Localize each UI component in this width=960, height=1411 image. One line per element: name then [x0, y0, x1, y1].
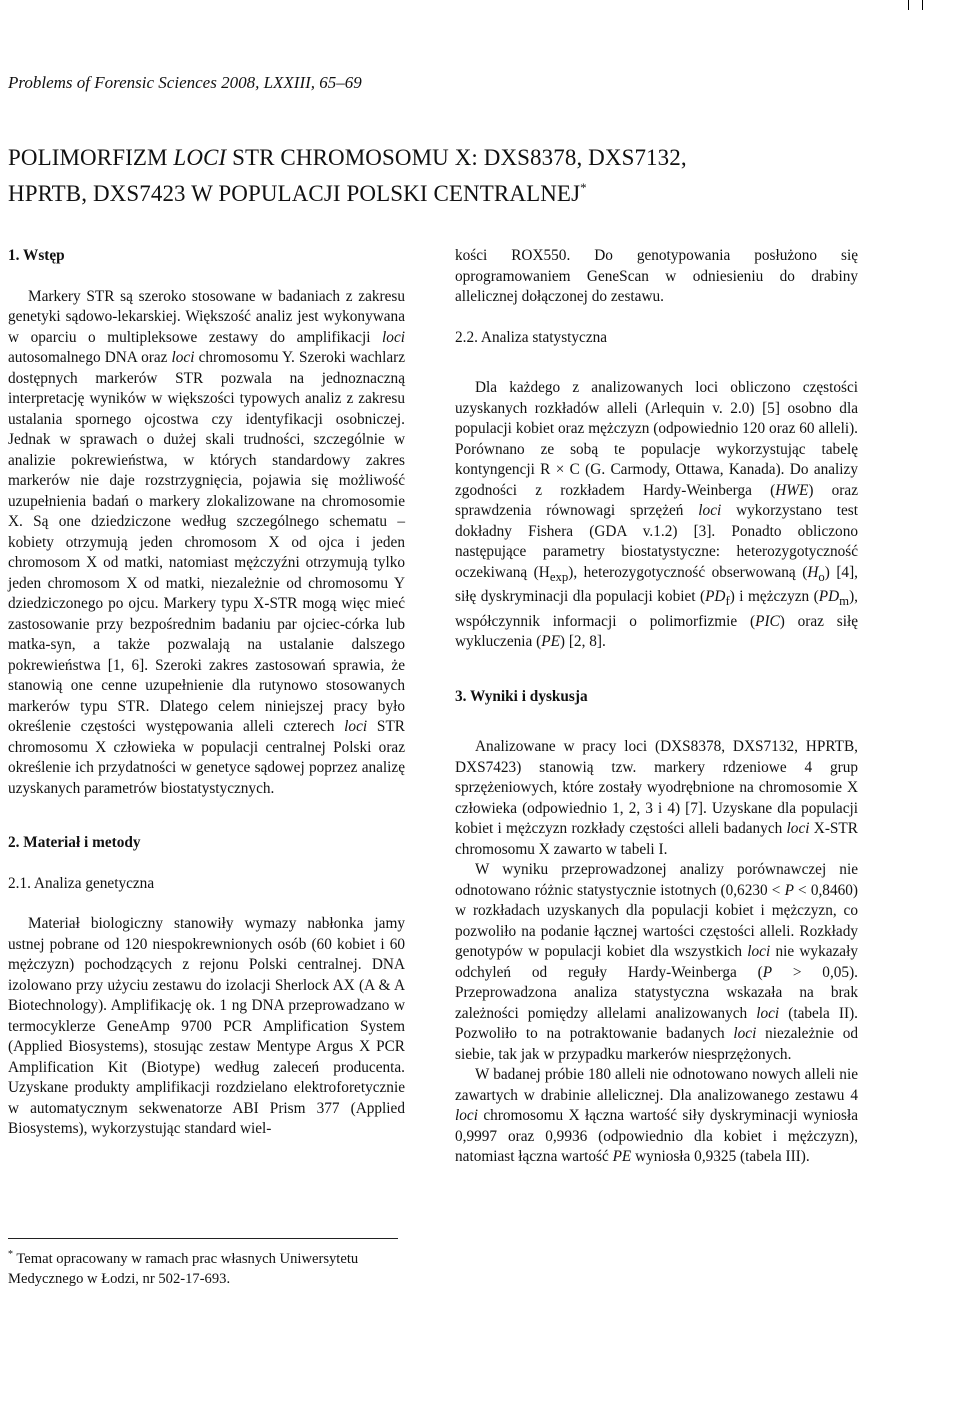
methods-continuation: kości ROX550. Do genotypowania posłużono się oprogramowaniem GeneScan w odniesieniu do drabiny allelicznej dołączonej do zestawu. — [455, 247, 858, 305]
crop-mark — [908, 0, 909, 10]
section-heading-introduction: 1. Wstęp — [8, 247, 65, 264]
statistics-paragraph: Dla każdego z analizowanych loci obliczono częstości uzyskanych rozkładów alleli (Arlequin v. 2.0) [5] osobno dla populacji kobiet oraz mężczyzn (odpowiednio 120 oraz 60 alleli). Porównano ze sobą te populacje wykorzystując tabelę kontyngencji R × C (G. Carmody, Ottawa, Kanada). Do analizy zgodności z rozkładem Hardy-Weinberga (HWE) oraz sprawdzenia równowagi sprzężeń loci wykorzystano test dokładny Fishera (GDA v.1.2) [3]. Ponadto obliczono następujące parametry biostatystyczne: heterozygotyczność oczekiwaną $(H_{exp})$, heterozygotyczność obserwowaną $(H_o)$ [4], siłę dyskryminacji dla populacji kobiet $(PD_f)$ i mężczyzn $(PD_m)$, współczynnik informacji o polimorfizmie (PIC) oraz siłę wykluczenia (PE) [2, 8]. — [455, 379, 859, 651]
crop-mark — [922, 0, 923, 10]
title-line2: HPRTB, DXS7423 W POPULACJI POLSKI CENTRALNEJ — [8, 181, 581, 206]
title-loci: LOCI — [173, 145, 227, 170]
results-paragraph-3: W badanej próbie 180 alleli nie odnotowano nowych alleli nie zawartych w drabinie allelicznej. Dla analizowanego zestawu 4 loci chromosomu X łączna wartość siły dyskryminacji wyniosła 0,9997 oraz 0,9936 (odpowiednio dla kobiet i mężczyzn), natomiast łączna wartość PE wyniosła 0,9325 (tabela III). — [455, 1066, 858, 1166]
results-paragraph-2: W wyniku przeprowadzonej analizy porównawczej nie odnotowano różnic statystycznie istotnych (0,6230 < P < 0,8460) w rozkładach uzyskanych dla populacji kobiet i mężczyzn, co pozwoliło na podanie łącznej wartości częstości alleli. Rozkłady genotypów w populacji kobiet dla wszystkich loci nie wykazały odchyleń od reguły Hardy-Weinberga (P > 0,05). Przeprowadzona analiza statystyczna wskazała na brak zależności pomiędzy allelami analizowanych loci (tabela II). Pozwoliło to na potraktowanie badanych loci niezależnie od siebie, tak jak w przypadku markerów niesprzężonych. — [455, 861, 859, 1063]
results-paragraph-1: Analizowane w pracy loci (DXS8378, DXS7132, HPRTB, DXS7423) stanowią tzw. markery rdzeniowe 4 grup sprzężeniowych, które zostały wyodrębnione na chromosomie X człowieka (odpowiednio 1, 2, 3 i 4) [7]. Uzyskane dla populacji kobiet i mężczyzn rozkłady częstości alleli badanych loci X-STR chromosomu X zawarto w tabeli I. — [455, 738, 858, 858]
article-title — [8, 143, 908, 209]
footnote — [8, 1245, 408, 1289]
section-heading-methods: 2. Materiał i metody — [8, 834, 141, 851]
left-column — [8, 246, 405, 1140]
methods-paragraph: Materiał biologiczny stanowiły wymazy nabłonka jamy ustnej pobrane od 120 niespokrewnionych osób (60 kobiet i 60 mężczyzn) pochodzących z rejonu Polski centralnej. DNA izolowano przy użyciu zestawu do izolacji Sherlock AX (A & A Biotechnology). Amplifikację ok. 1 ng DNA przeprowadzano w termocyklerze GeneAmp 9700 PCR Amplification System (Applied Biosystems), stosując zestaw Mentype Argus X PCR Amplification Kit (Biotype) według zaleceń producenta. Uzyskane produkty amplifikacji rozdzielano elektroforetycznie w automatycznym sekwenatorze ABI Prism 377 (Applied Biosystems), wykorzystując standard wiel- — [8, 915, 405, 1137]
introduction-paragraph: Markery STR są szeroko stosowane w badaniach z zakresu genetyki sądowo-lekarskiej. Większość analiz jest wykonywana w oparciu o multipleksowe zestawy do amplifikacji loci autosomalnego DNA oraz loci chromosomu Y. Szeroki wachlarz dostępnych markerów STR pozwala na jednoznaczną interpretację wyników w większości typowych analiz z zakresu ustalania spornego ojcostwa czy identyfikacji osobniczej. Jednak w sprawach o dużej skali trudności, szczególnie w analizie pokrewieństwa, w których standardowy zakres markerów nie daje rozstrzygnięcia, pojawia się możliwość uzupełnienia badań o markery zlokalizowane na chromosomie X. Są one dziedziczone według szczególnego schematu – kobiety otrzymują jeden chromosom X od ojca i jeden chromosom X od matki, natomiast mężczyźni otrzymują tylko jeden chromosom X od matki, niezależnie od chromosomu Y dziedziczonego po ojcu. Markery typu X-STR mogą więc mieć zastosowanie przy bezpośrednim badaniu par ojciec-córka lub matka-syn, a także pozwalają na ustalanie dalszego pokrewieństwa [1, 6]. Szeroki zakres zastosowań sprawia, że stanowią one cenne uzupełnienie dla rutynowo stosowanych markerów typu STR. Dlatego celem niniejszej pracy było określenie częstości występowania alleli czterech loci STR chromosomu X człowieka w populacji centralnej Polski oraz określenie ich przydatności w genetyce sądowej poprzez analizę uzyskanych parametrów biostatystycznych. — [8, 287, 406, 797]
footnote-divider — [8, 1238, 398, 1239]
journal-citation: Problems of Forensic Sciences 2008, LXXIII, 65–69 — [8, 73, 362, 92]
footnote-marker: * — [580, 180, 587, 195]
footnote-mark: * — [8, 1249, 13, 1260]
subsection-heading-genetic: 2.1. Analiza genetyczna — [8, 874, 155, 892]
title-text: STR CHROMOSOMU X: DXS8378, DXS7132, — [226, 145, 687, 170]
right-column — [455, 246, 858, 1168]
subsection-heading-statistics: 2.2. Analiza statystyczna — [455, 328, 608, 346]
footnote-text: Temat opracowany w ramach prac własnych Uniwersytetu Medycznego w Łodzi, nr 502-17-693. — [8, 1250, 359, 1287]
section-heading-results: 3. Wyniki i dyskusja — [455, 687, 588, 705]
title-text: POLIMORFIZM — [8, 145, 174, 170]
